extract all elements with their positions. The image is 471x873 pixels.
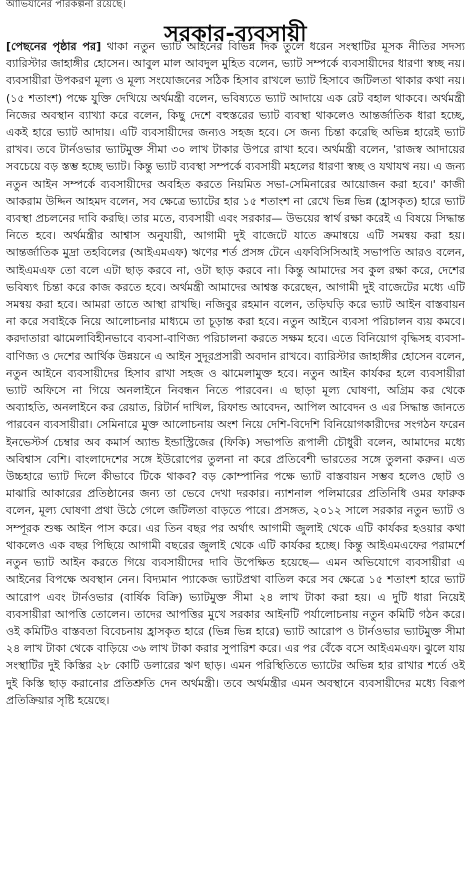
article-body: [6, 38, 465, 870]
article-paragraph: [6, 38, 465, 709]
continued-from-label: [পেছনের পৃষ্ঠার পর]: [6, 40, 102, 53]
headline: সরকার-ব্যবসায়ী: [164, 21, 307, 47]
previous-article-fragment: আভিযানের পরিকল্পনা রয়েছে।: [6, 0, 126, 9]
article-text: থাকা নতুন ভ্যাট আইনের বিভিন্ন দিক তুলে ধরেন সংস্থাটির মূসক নীতির সদস্য ব্যারিস্টার জাহাঙ্গীর হোসেন। আবুল মাল আবদুল মুহিত বলেন, ভ্যাট সম্পর্কে ব্যবসায়ীদের ধারণা স্বচ্ছ নয়। ব্যবসায়ীরা উপকরণ মূল্য ও মূল্য সংযোজনের সঠিক হিসাব রাখলে ভ্যাট হিসাবে জটিলতা থাকার কথা নয়। (১৫ শতাংশ) পক্ষে যুক্তি দেখিয়ে অর্থমন্ত্রী বলেন, ভবিষ্যতে ভ্যাট আদায়ে এক রেট বহাল থাকবে। অর্থমন্ত্রী নিজের অবস্থান ব্যাখ্যা করে বলেন, কিছু দেশে বহুস্তরের ভ্যাট ব্যবস্থা থাকলেও আন্তর্জাতিক ধারা হচ্ছে, একই হারে ভ্যাট আদায়। এটি ব্যবসায়ীদের জন্যও সহজ হবে। সে জন্য চিন্তা করেছি অভিন্ন হারেই ভ্যাট রাখব। তবে টার্নওভার ভ্যাটমুক্ত সীমা ৩০ লাখ টাকার উপরে রাখা হবে। অর্থমন্ত্রী বলেন, 'রাজস্ব আদায়ের সবচেয়ে বড় স্তম্ভ হচ্ছে ভ্যাট। কিন্তু ভ্যাট ব্যবস্থা সম্পর্কে ব্যবসায়ী মহলের ধারণা স্বচ্ছ ও যথাযথ নয়। এ জন্য নতুন আইন সম্পর্কে ব্যবসায়ীদের অবহিত করতে নিয়মিত সভা-সেমিনারের আয়োজন করা হবে।' কাজী আকরাম উদ্দিন আহমদ বলেন, সব ক্ষেত্রে ভ্যাটের হার ১৫ শতাংশ না রেখে ভিন্ন ভিন্ন (হ্রাসকৃত) হারে ভ্যাট ব্যবস্থা প্রচলনের দাবি করছি। তার মতে, ব্যবসায়ী এবং সরকার— উভয়ের স্বার্থ রক্ষা করেই এ বিষয়ে সিদ্ধান্ত নিতে হবে। অর্থমন্ত্রীর আশ্বাস অনুযায়ী, আগামী দুই বাজেটে যাতে ক্রমান্বয়ে এটি সমন্বয় করা হয়। আন্তর্জাতিক মুদ্রা তহবিলের (আইএমএফ) ঋণের শর্ত প্রসঙ্গ টেনে এফবিসিসিআই সভাপতি আরও বলেন, আইএমএফ তো বলে এটা ছাড় করবে না, ওটা ছাড় করবে না। কিন্তু আমাদের সব কুল রক্ষা করে, দেশের ভবিষ্যৎ চিন্তা করে কাজ করতে হবে। অর্থমন্ত্রী আমাদের আশ্বস্ত করেছেন, আগামী দুই বাজেটের মধ্যে এটি সমন্বয় করা হবে। আমরা তাতে আস্থা রাখছি। নজিবুর রহমান বলেন, তড়িঘড়ি করে ভ্যাট আইন বাস্তবায়ন না করে সবাইকে নিয়ে আলোচনার মাধ্যমে তা চূড়ান্ত করা হবে। নতুন আইনে ব্যবসা পরিচালন ব্যয় কমবে। করদাতারা ঝামেলাবিহীনভাবে ব্যবসা-বাণিজ্য পরিচালনা করতে সক্ষম হবে। এতে বিনিয়োগ বৃদ্ধিসহ ব্যবসা-বাণিজ্য ও দেশের আর্থিক উন্নয়নে এ আইন সুদূরপ্রসারী অবদান রাখবে। ব্যারিস্টার জাহাঙ্গীর হোসেন বলেন, নতুন আইনে ব্যবসায়ীদের হিসাব রাখা সহজ ও ঝামেলামুক্ত হবে। নতুন আইন কার্যকর হলে ব্যবসায়ীরা ভ্যাট অফিসে না গিয়ে অনলাইনে নিবন্ধন নিতে পারবেন। এ ছাড়া মূল্য ঘোষণা, অগ্রিম কর থেকে অব্যাহতি, অনলাইনে কর রেয়াত, রিটার্ন দাখিল, রিফান্ড আবেদন, আপিল আবেদন ও এর সিদ্ধান্ত জানতে পারবেন ব্যবসায়ীরা। সেমিনারে মুক্ত আলোচনায় অংশ নিয়ে দেশি-বিদেশি বিনিয়োগকারীদের সংগঠন ফরেন ইনভেস্টর্স চেম্বার অব কমার্স অ্যান্ড ইন্ডাস্ট্রিজের (ফিকি) সভাপতি রূপালী চৌধুরী বলেন, আমাদের মধ্যে অবিশ্বাস বেশি। বাংলাদেশের সঙ্গে ইউরোপের তুলনা না করে প্রতিবেশী ভারতের সঙ্গে তুলনা করুন। এত উচ্চহারে ভ্যাট দিলে কীভাবে টিকে থাকব? বড় কোম্পানির পক্ষে ভ্যাট বাস্তবায়ন সম্ভব হলেও ছোট ও মাঝারি আকারের প্রতিষ্ঠানের জন্য তা ভেবে দেখা দরকার। ন্যাশনাল পলিমারের প্রতিনিধি ওমর ফারুক বলেন, মূল্য ঘোষণা প্রথা উঠে গেলে জটিলতা বাড়তে পারে। প্রসঙ্গত, ২০১২ সালে সরকার নতুন ভ্যাট ও সম্পূরক শুল্ক আইন পাস করে। এর তিন বছর পর অর্থাৎ আগামী জুলাই থেকে এটি কার্যকর হওয়ার কথা থাকলেও এক বছর পিছিয়ে আগামী বছরের জুলাই থেকে এটি কার্যকর হচ্ছে। কিন্তু আইএমএফের পরামর্শে নতুন ভ্যাট আইন করতে গিয়ে ব্যবসায়ীদের দাবি উপেক্ষিত হয়েছে— এমন অভিযোগে ব্যবসায়ীরা এ আইনের বিপক্ষে অবস্থান নেন। বিদ্যমান প্যাকেজ ভ্যাটপ্রথা বাতিল করে সব ক্ষেত্রে ১৫ শতাংশ হারে ভ্যাট আরোপ এবং টার্নওভার (বার্ষিক বিক্রি) ভ্যাটমুক্ত সীমা ২৪ লাখ টাকা করা হয়। এ দুটি ধারা নিয়েই ব্যবসায়ীরা আপত্তি তোলেন। তাদের আপত্তির মুখে সরকার আইনটি পর্যালোচনায় নতুন কমিটি গঠন করে। ওই কমিটিও বাস্তবতা বিবেচনায় হ্রাসকৃত হারে (ভিন্ন ভিন্ন হারে) ভ্যাট আরোপ ও টার্নওভার ভ্যাটমুক্ত সীমা ২৪ লাখ টাকা থেকে বাড়িয়ে ৩৬ লাখ টাকা করার সুপারিশ করে। এর পর বেঁকে বসে আইএমএফ। ঝুলে যায় সংস্থাটির দুই কিস্তির ২৮ কোটি ডলারের ঋণ ছাড়। এমন পরিস্থিতিতে ভ্যাটের অভিন্ন হার রাখার শর্তে ওই দুই কিস্তি ছাড় করানোর প্রতিশ্রুতি দেন অর্থমন্ত্রী। তবে অর্থমন্ত্রীর এমন অবস্থানে ব্যবসায়ীদের মধ্যে বিরূপ প্রতিক্রিয়ার সৃষ্টি হয়েছে।: [6, 40, 465, 707]
